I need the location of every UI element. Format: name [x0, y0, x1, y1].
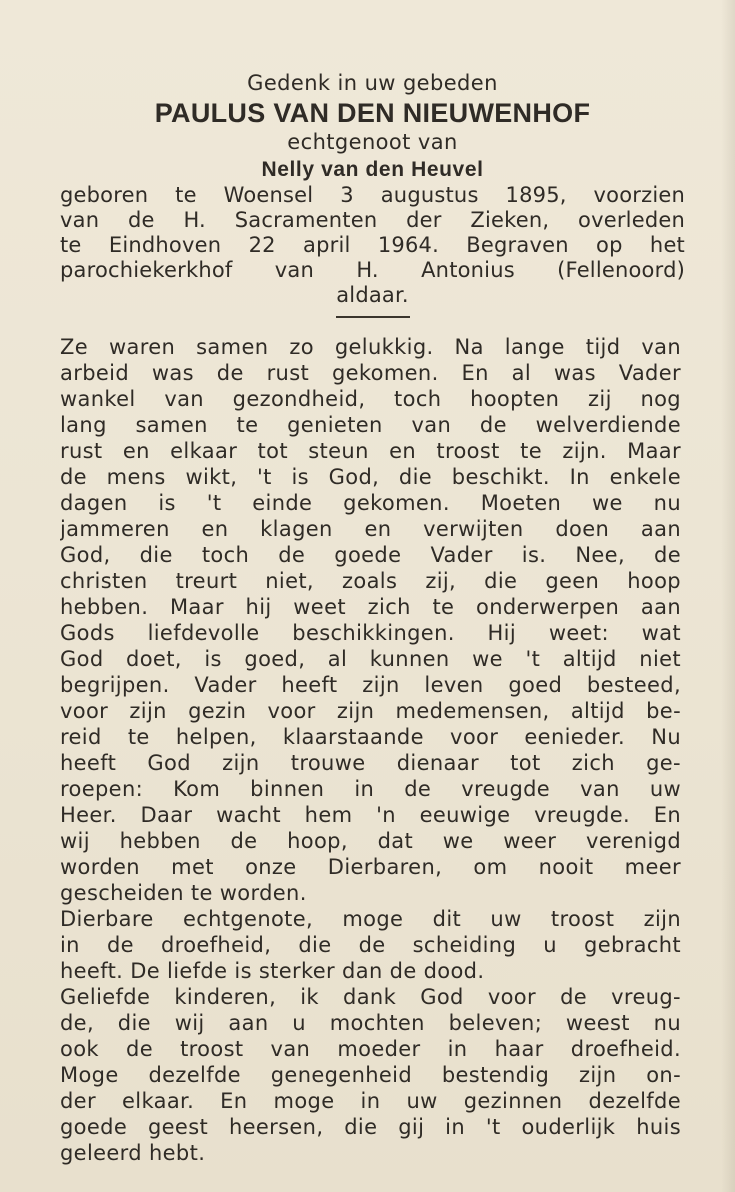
- text-line: wankel van gezondheid, toch hoopten zij nog: [60, 387, 681, 411]
- text-line: roepen: Kom binnen in de vreugde van uw: [60, 777, 681, 801]
- text-line: Dierbare echtgenote, moge dit uw troost zijn: [60, 907, 681, 931]
- text-line: ook de troost van moeder in haar droefheid.: [60, 1037, 681, 1061]
- text-line: heeft God zijn trouwe dienaar tot zich ge-: [60, 751, 681, 775]
- spouse-name: Nelly van den Heuvel: [261, 158, 484, 181]
- text-line: Moge dezelfde genegenheid bestendig zijn on-: [60, 1063, 681, 1087]
- text-line: geleerd hebt.: [60, 1141, 206, 1165]
- text-line: in de droefheid, die de scheiding u gebracht: [60, 933, 681, 957]
- intro-text: Gedenk in uw gebeden: [247, 71, 498, 95]
- bio-line: aldaar.: [336, 283, 409, 307]
- text-line: hebben. Maar hij weet zich te onderwerpen aan: [60, 595, 681, 619]
- text-line: goede geest heersen, die gij in 't ouderlijk huis: [60, 1115, 681, 1139]
- bio-line: te Eindhoven 22 april 1964. Begraven op het: [60, 233, 685, 257]
- deceased-name: PAULUS VAN DEN NIEUWENHOF: [154, 98, 591, 128]
- bio-line: van de H. Sacramenten der Zieken, overleden: [60, 208, 685, 232]
- text-line: der elkaar. En moge in uw gezinnen dezelfde: [60, 1089, 681, 1113]
- text-line: voor zijn gezin voor zijn medemensen, altijd be-: [60, 699, 681, 723]
- text-line: worden met onze Dierbaren, om nooit meer: [60, 855, 681, 879]
- text-line: wij hebben de hoop, dat we weer verenigd: [60, 829, 681, 853]
- card-header: [60, 70, 685, 336]
- text-line: gescheiden te worden.: [60, 881, 307, 905]
- text-line: arbeid was de rust gekomen. En al was Vader: [60, 361, 681, 385]
- card-edge-shadow: [721, 0, 735, 1192]
- text-line: Heer. Daar wacht hem 'n eeuwige vreugde. En: [60, 803, 681, 827]
- text-line: Ze waren samen zo gelukkig. Na lange tijd van: [60, 335, 681, 359]
- bio-line: parochiekerkhof van H. Antonius (Fellenoord): [60, 258, 685, 282]
- text-line: heeft. De liefde is sterker dan de dood.: [60, 959, 485, 983]
- text-line: Gods liefdevolle beschikkingen. Hij weet: wat: [60, 621, 681, 645]
- text-line: christen treurt niet, zoals zij, die geen hoop: [60, 569, 681, 593]
- text-line: de mens wikt, 't is God, die beschikt. In enkele: [60, 465, 681, 489]
- text-line: Geliefde kinderen, ik dank God voor de vreug-: [60, 985, 681, 1009]
- text-line: God, die toch de goede Vader is. Nee, de: [60, 543, 681, 567]
- text-line: God doet, is goed, al kunnen we 't altijd niet: [60, 647, 681, 671]
- text-line: rust en elkaar tot steun en troost te zijn. Maar: [60, 439, 681, 463]
- text-line: begrijpen. Vader heeft zijn leven goed besteed,: [60, 673, 681, 697]
- relation-text: echtgenoot van: [287, 130, 458, 154]
- text-line: jammeren en klagen en verwijten doen aan: [60, 517, 681, 541]
- section-divider: [336, 316, 410, 318]
- text-line: de, die wij aan u mochten beleven; weest nu: [60, 1011, 681, 1035]
- text-line: lang samen te genieten van de welverdiende: [60, 413, 681, 437]
- text-line: dagen is 't einde gekomen. Moeten we nu: [60, 491, 681, 515]
- memorial-text: [60, 334, 681, 1166]
- bio-line: geboren te Woensel 3 augustus 1895, voorzien: [60, 183, 685, 207]
- text-line: reid te helpen, klaarstaande voor eenieder. Nu: [60, 725, 681, 749]
